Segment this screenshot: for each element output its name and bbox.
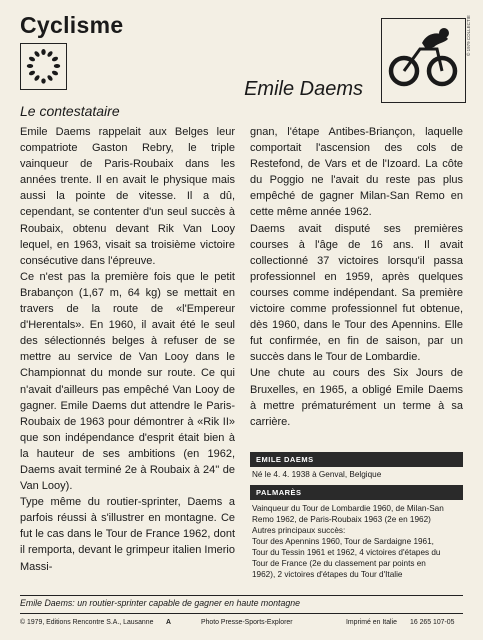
palmares-line: Vainqueur du Tour de Lombardie 1960, de Milan-San [252,504,444,513]
paragraph: Une chute au cours des Six Jours de Bruxelles, en 1965, a obligé Emile Daems à mettre prématurément un terme à sa carrière. [250,367,463,428]
palmares-header: PALMARÈS [250,485,463,500]
caption-rule-top [20,595,463,596]
palmares-line: Tour des Apennins 1960, Tour de Sardaigne 1961, [252,537,434,546]
footer-ref: 16 265 107-05 [410,619,455,626]
paragraph: Type même du routier-sprinter, Daems a parfois réussi à s'illustrer en montagne. Ce fut le cas dans le Tour de France 1962, dont il remporta, devant le grimpeur italien Imerio Massi- [20,496,235,573]
palmares-line: 1962), 2 victoires d'étapes du Tour d'Italie [252,570,403,579]
palmares-box [250,485,463,580]
paragraph: Ce n'est pas la première fois que le petit Brabançon (1,67 m, 64 kg) se mettait en travers de la route de «l'Empereur d'Herentals». En 1960, il avait été le seul des sélectionnés belges à refuser de se mettre au service de Van Looy dans le Championnat du monde sur route. Ce qui n'avait d'ailleurs pas empêché Van Looy de gagner. Emile Daems dut attendre le Paris-Roubaix de 1963 pour démontrer à «Rik II» que son indépendance d'esprit était bien à la hauteur de ses ambitions (en 1962, Daems avait terminé 2e à Roubaix à 24'' de Van Looy). [20,270,235,493]
paragraph: Daems avait disputé ses premières courses à l'âge de 16 ans. Il avait collectionné 37 victoires lorsqu'il passa professionnel en 1959, après quelques courses comme indépendant. Sa première victoire comme professionnel fut obtenue, dès 1960, dans le Tour des Apennins. Elle fut confirmée, en fin de saison, par un succès dans le Tour de Lombardie. [250,222,463,364]
palmares-line: Tour de France (2e du classement par points en [252,559,426,568]
paragraph: gnan, l'étape Antibes-Briançon, laquelle comportait l'ascension des cols de Restefond, de Vars et de l'Izoard. La côte du Poggio ne l'avait du reste pas plus empêché de gagner Milan-San Remo en cette même année 1962. [250,126,463,219]
right-column [250,124,463,430]
laurel-emblem-box [20,43,67,90]
footer-agency: Photo Presse-Sports-Explorer [201,619,293,626]
identity-box [250,452,463,480]
cyclist-icon [382,19,465,102]
left-column [20,124,235,575]
caption-rule-bottom [20,613,463,614]
article-subtitle: Le contestataire [20,103,120,119]
sport-emblem-box [381,18,466,103]
laurel-wreath-icon [21,44,66,89]
palmares-line: Tour du Tessin 1961 et 1962, 4 victoires d'étapes du [252,548,441,557]
identity-header: EMILE DAEMS [250,452,463,467]
photo-caption: Emile Daems: un routier-sprinter capable de gagner en haute montagne [20,598,301,608]
footer-printed: Imprimé en Italie [346,619,397,626]
palmares-line: Remo 1962, de Paris-Roubaix 1963 (2e en 1962) [252,515,431,524]
athlete-name: Emile Daems [244,78,363,100]
category-title: Cyclisme [20,12,124,38]
palmares-line: Autres principaux succès: [252,526,346,535]
card-code: © 1979 COLLECTIE [466,15,471,56]
footer-series-letter: A [166,619,171,626]
paragraph: Emile Daems rappelait aux Belges leur compatriote Gaston Rebry, le triple vainqueur de Paris-Roubaix dans les années trente. Il en avait le physique mais aussi la pointe de vitesse. Il a dû, cependant, se contenter d'un seul succès à Roubaix, obtenu devant Rik Van Looy lequel, en 1963, visait sa troisième victoire consécutive dans l'épreuve. [20,126,235,267]
birth-info: Né le 4. 4. 1938 à Genval, Belgique [252,470,382,479]
footer-copyright: © 1979, Editions Rencontre S.A., Lausanne [20,619,154,626]
